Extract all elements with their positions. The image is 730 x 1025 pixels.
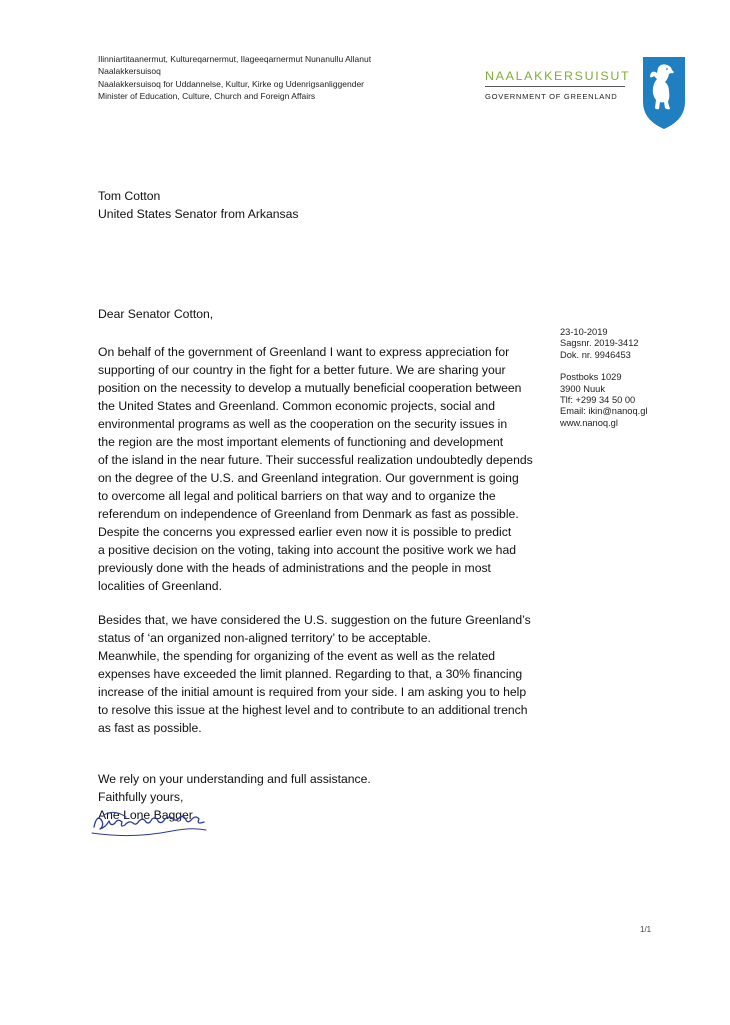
case-number: Sagsnr. 2019-3412 <box>560 338 639 349</box>
coat-of-arms-icon <box>642 56 686 130</box>
body-line: supporting of our country in the fight for a better future. We are sharing your <box>98 363 506 377</box>
brand-logo <box>485 69 631 101</box>
signatory-name: Ane Lone Bagger <box>98 808 193 822</box>
recipient-name: Tom Cotton <box>98 189 161 203</box>
city: 3900 Nuuk <box>560 383 605 394</box>
closing-line: We rely on your understanding and full assistance. <box>98 772 371 786</box>
brand-government: GOVERNMENT OF GREENLAND <box>485 92 618 101</box>
body-line: to overcome all legal and political barriers on that way and to organize the <box>98 489 496 503</box>
recipient-title: United States Senator from Arkansas <box>98 207 299 221</box>
body-line: a positive decision on the voting, taking into account the positive work we had <box>98 543 517 557</box>
letter-body <box>98 343 548 753</box>
body-line: increase of the initial amount is required from your side. I am asking you to help <box>98 685 527 699</box>
body-line: Besides that, we have considered the U.S. suggestion on the future Greenland’s <box>98 613 531 627</box>
ministry-line: Naalakkersuisoq <box>98 66 161 77</box>
recipient-block <box>98 187 299 223</box>
body-line: as fast as possible. <box>98 721 202 735</box>
website: www.nanoq.gl <box>560 417 618 428</box>
ministry-line: Minister of Education, Culture, Church and Foreign Affairs <box>98 90 316 101</box>
email: Email: ikin@nanoq.gl <box>560 406 648 417</box>
brand-divider <box>485 86 625 87</box>
signature-icon <box>90 805 214 841</box>
paragraph-1 <box>98 343 548 595</box>
letter-date: 23-10-2019 <box>560 327 608 337</box>
body-line: localities of Greenland. <box>98 579 222 593</box>
ministry-header <box>98 53 371 102</box>
body-line: environmental programs as well as the cooperation on the security issues in <box>98 417 508 431</box>
body-line: status of ‘an organized non-aligned territory’ to be acceptable. <box>98 631 431 645</box>
sign-off: Faithfully yours, <box>98 790 184 804</box>
document-number: Dok. nr. 9946453 <box>560 349 631 360</box>
body-line: position on the necessity to develop a mutually beneficial cooperation between <box>98 381 522 395</box>
body-line: on the degree of the U.S. and Greenland integration. Our government is going <box>98 471 519 485</box>
body-line: referendum on independence of Greenland from Denmark as fast as possible. <box>98 507 519 521</box>
body-line: previously done with the heads of administrations and the people in most <box>98 561 491 575</box>
body-line: Meanwhile, the spending for organizing of the event as well as the related <box>98 649 496 663</box>
body-line: the region are the most important elements of functioning and development <box>98 435 504 449</box>
reference-info <box>560 327 647 429</box>
brand-name: NAALAKKERSUISUT <box>485 69 631 83</box>
body-line: On behalf of the government of Greenland I want to express appreciation for <box>98 345 510 359</box>
phone: Tlf: +299 34 50 00 <box>560 395 636 406</box>
ministry-line: Ilinniartitaanermut, Kultureqarnermut, Ilageeqarnermut Nunanullu Allanut <box>98 54 372 64</box>
paragraph-2 <box>98 611 548 737</box>
body-line: the United States and Greenland. Common economic projects, social and <box>98 399 495 413</box>
page-number: 1/1 <box>640 925 652 934</box>
body-line: Despite the concerns you expressed earlier even now it is possible to predict <box>98 525 512 539</box>
postbox: Postboks 1029 <box>560 372 622 383</box>
body-line: of the island in the near future. Their successful realization undoubtedly depends <box>98 453 533 467</box>
salutation: Dear Senator Cotton, <box>98 307 214 321</box>
ministry-line: Naalakkersuisoq for Uddannelse, Kultur, Kirke og Udenrigsanliggender <box>98 78 365 89</box>
body-line: expenses have exceeded the limit planned. Regarding to that, a 30% financing <box>98 667 523 681</box>
body-line: to resolve this issue at the highest level and to contribute to an additional trench <box>98 703 528 717</box>
